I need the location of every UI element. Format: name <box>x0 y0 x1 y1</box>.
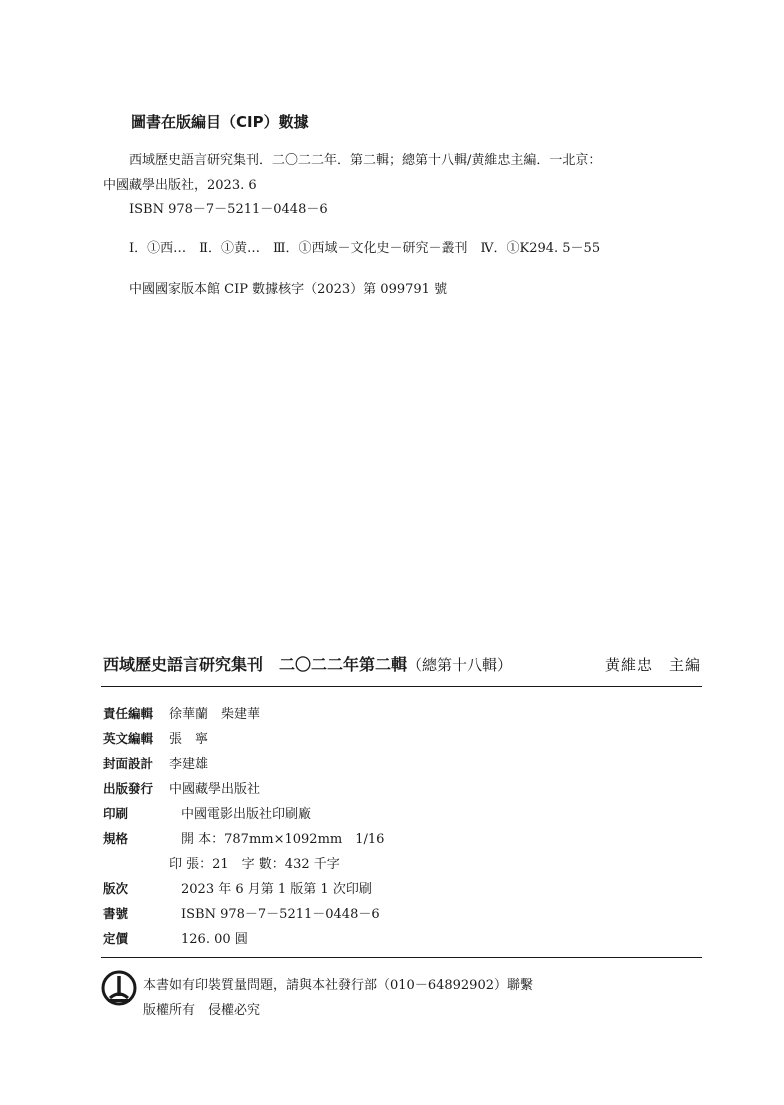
colophon-row <box>103 803 311 822</box>
row-label-char: 定 <box>103 931 116 946</box>
book-title <box>103 652 512 675</box>
quality-notice: 本書如有印裝質量問題，請與本社發行部（010－64892902）聯繫 <box>143 978 533 993</box>
colophon-row <box>103 753 208 772</box>
row-value: ISBN 978－7－5211－0448－6 <box>181 907 380 922</box>
row-label: 責任編輯 <box>103 706 154 721</box>
cip-line-2: 中國藏學出版社，2023. 6 <box>103 178 257 193</box>
rights-notice: 版權所有 侵權必究 <box>143 1003 261 1018</box>
row-label-char: 次 <box>115 881 129 896</box>
row-label-char: 規 <box>103 831 116 846</box>
cip-heading: 圖書在版編目（CIP）數據 <box>131 113 309 131</box>
colophon-top-rule <box>101 686 702 687</box>
colophon-row <box>103 928 248 947</box>
colophon-row <box>103 828 384 847</box>
cip-classification: Ⅰ．①西… Ⅱ．①黄… Ⅲ．①西域－文化史－研究－叢刊 Ⅳ．①K294. 5－55 <box>129 241 601 256</box>
row-value: 126. 00 圓 <box>181 932 248 947</box>
row-label <box>103 804 169 822</box>
row-label <box>103 829 169 847</box>
cip-core-number: 中國國家版本館 CIP 數據核字（2023）第 099791 號 <box>129 282 448 297</box>
row-label-char: 格 <box>115 831 129 846</box>
row-value: 張 寧 <box>169 732 209 747</box>
row-label <box>103 929 169 947</box>
book-title-main: 西域歷史語言研究集刊 二〇二二年第二輯 <box>103 655 408 674</box>
row-label <box>103 879 169 897</box>
row-value: 開 本：787mm×1092mm 1/16 <box>181 832 385 847</box>
row-value: 中國電影出版社印刷廠 <box>181 807 312 822</box>
row-value: 印 張：21 字 數：432 千字 <box>169 857 340 872</box>
colophon-row <box>103 878 372 897</box>
book-title-volume: （總第十八輯） <box>407 656 513 674</box>
book-editor: 黄維忠 主編 <box>604 656 701 674</box>
row-label-char: 刷 <box>115 806 129 821</box>
row-label <box>103 904 169 922</box>
colophon-row <box>103 903 380 922</box>
cip-line-1: 西域歷史語言研究集刊．二〇二二年．第二輯；總第十八輯/黄維忠主編．一北京： <box>129 153 602 168</box>
colophon-row <box>103 778 260 797</box>
publisher-logo-icon <box>101 970 137 1006</box>
colophon-row <box>103 728 208 747</box>
colophon-bottom-rule <box>101 957 702 958</box>
cip-isbn: ISBN 978－7－5211－0448－6 <box>129 202 328 217</box>
row-label-char: 版 <box>103 881 116 896</box>
row-label-char: 價 <box>115 931 129 946</box>
row-label-char: 書 <box>103 906 116 921</box>
row-value: 李建雄 <box>169 757 209 772</box>
row-value: 中國藏學出版社 <box>169 782 261 797</box>
colophon-row <box>103 853 340 872</box>
row-label-char: 印 <box>103 806 116 821</box>
row-label: 封面設計 <box>103 756 154 771</box>
row-value: 2023 年 6 月第 1 版第 1 次印刷 <box>181 882 372 897</box>
colophon-row <box>103 703 260 722</box>
row-label: 英文編輯 <box>103 731 154 746</box>
row-label-char: 號 <box>115 906 129 921</box>
row-label: 出版發行 <box>103 781 154 796</box>
row-value: 徐華蘭 柴建華 <box>169 707 261 722</box>
